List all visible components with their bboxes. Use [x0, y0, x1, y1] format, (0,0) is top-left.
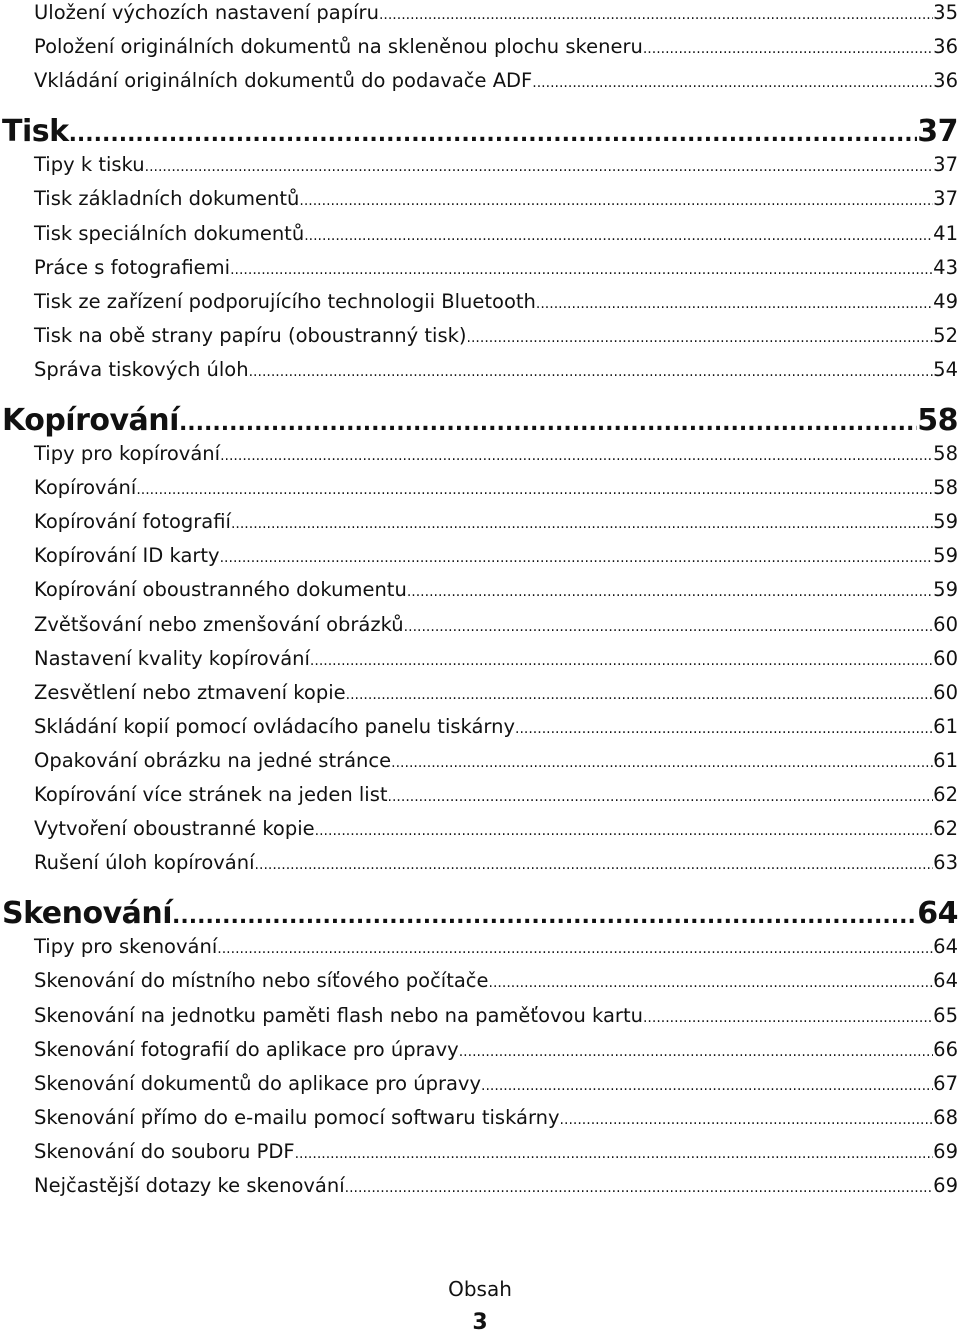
footer-page-number: 3	[472, 1310, 488, 1335]
toc-entry[interactable]	[34, 543, 958, 569]
toc-entry-title: Tisk	[2, 114, 69, 150]
toc-entry-title: Skenování do místního nebo síťového počítače	[34, 969, 489, 993]
dot-leader	[136, 477, 933, 503]
dot-leader	[299, 188, 933, 214]
toc-entry-title: Tisk na obě strany papíru (oboustranný tisk)	[34, 323, 467, 347]
toc-entry-page: 60	[933, 646, 958, 670]
toc-entry-title: Tipy pro skenování	[34, 935, 218, 959]
toc-entry-page: 36	[933, 35, 958, 59]
dot-leader	[255, 852, 934, 878]
toc-entry-title: Skenování dokumentů do aplikace pro úpravy	[34, 1071, 482, 1095]
toc-entry-title: Nastavení kvality kopírování	[34, 646, 310, 670]
toc-entry-title: Kopírování	[34, 476, 137, 500]
dot-leader	[346, 682, 934, 708]
toc-entry[interactable]	[34, 323, 958, 349]
toc-entry-page: 64	[933, 935, 958, 959]
toc-entry[interactable]	[34, 289, 958, 315]
toc-entry-title: Rušení úloh kopírování	[34, 851, 255, 875]
toc-chapter-entry[interactable]	[2, 401, 958, 441]
dot-leader	[249, 359, 934, 385]
toc-entry-page: 58	[917, 403, 958, 438]
dot-leader	[220, 545, 934, 571]
toc-entry-title: Skládání kopií pomocí ovládacího panelu tiskárny	[34, 714, 515, 738]
toc-entry[interactable]	[34, 1173, 958, 1199]
dot-leader	[391, 750, 933, 776]
toc-entry-title: Kopírování	[2, 403, 179, 438]
toc-entry[interactable]	[34, 475, 958, 501]
toc-entry-title: Správa tiskových úloh	[34, 357, 249, 381]
toc-entry[interactable]	[34, 221, 958, 247]
toc-entry[interactable]	[34, 816, 958, 842]
toc-entry[interactable]	[34, 1139, 958, 1165]
toc-entry-page: 62	[933, 817, 958, 841]
toc-entry-page: 61	[933, 714, 958, 738]
toc-entry-title: Položení originálních dokumentů na skleněnou plochu skeneru	[34, 35, 643, 59]
toc-entry-title: Zesvětlení nebo ztmavení kopie	[34, 680, 346, 704]
toc-chapter-entry[interactable]	[2, 894, 958, 934]
dot-leader	[179, 404, 917, 444]
toc-entry[interactable]	[34, 255, 958, 281]
toc-entry[interactable]	[34, 186, 958, 212]
toc-entry[interactable]	[34, 1105, 958, 1131]
toc-entry-title: Skenování na jednotku paměti flash nebo na paměťovou kartu	[34, 1003, 643, 1027]
toc-entry-title: Skenování fotografií do aplikace pro úpravy	[34, 1037, 459, 1061]
toc-entry-title: Kopírování více stránek na jeden list	[34, 783, 388, 806]
toc-entry-page: 67	[933, 1071, 958, 1095]
toc-entry-title: Kopírování fotografií	[34, 510, 231, 534]
toc-entry-page: 64	[917, 896, 958, 932]
dot-leader	[404, 614, 934, 640]
toc-entry-title: Tisk základních dokumentů	[34, 187, 300, 211]
toc-entry[interactable]	[34, 152, 958, 178]
toc-entry-title: Skenování přímo do e-mailu pomocí softwaru tiskárny	[34, 1105, 560, 1129]
toc-entry-page: 43	[933, 255, 958, 279]
toc-entry[interactable]	[34, 612, 958, 638]
toc-entry-page: 63	[933, 851, 958, 875]
toc-entry[interactable]	[34, 1037, 958, 1063]
dot-leader	[459, 1039, 933, 1065]
dot-leader	[643, 36, 933, 62]
toc-entry-title: Kopírování ID karty	[34, 544, 220, 568]
dot-leader	[172, 897, 917, 937]
toc-entry-page: 35	[933, 1, 958, 24]
dot-leader	[304, 223, 933, 249]
toc-entry-title: Uložení výchozích nastavení papíru	[34, 1, 379, 24]
toc-entry-page: 60	[933, 612, 958, 636]
toc-entry-title: Zvětšování nebo zmenšování obrázků	[34, 612, 404, 636]
toc-entry-page: 37	[917, 114, 958, 150]
toc-entry-page: 49	[933, 289, 958, 313]
toc-entry-title: Tipy pro kopírování	[34, 442, 221, 465]
toc-entry-title: Skenování	[2, 896, 173, 932]
footer-section-label: Obsah	[448, 1277, 512, 1301]
toc-entry[interactable]	[34, 748, 958, 774]
toc-chapter-entry[interactable]	[2, 112, 958, 152]
toc-entry-title: Skenování do souboru PDF	[34, 1139, 295, 1163]
toc-entry[interactable]	[34, 1071, 958, 1097]
toc-entry[interactable]	[34, 577, 958, 603]
dot-leader	[230, 257, 933, 283]
dot-leader	[220, 443, 933, 469]
dot-leader	[145, 154, 934, 180]
toc-entry-title: Opakování obrázku na jedné stránce	[34, 748, 392, 772]
toc-entry-page: 36	[933, 69, 958, 93]
toc-entry-page: 61	[933, 748, 958, 772]
dot-leader	[536, 291, 933, 317]
toc-entry-page: 60	[933, 680, 958, 704]
toc-entry-title: Kopírování oboustranného dokumentu	[34, 578, 407, 602]
toc-entry[interactable]	[34, 357, 958, 383]
dot-leader	[467, 325, 934, 351]
toc-entry[interactable]	[34, 934, 958, 960]
toc-entry[interactable]	[34, 850, 958, 876]
toc-entry[interactable]	[34, 782, 958, 808]
toc-entry-page: 59	[933, 544, 958, 568]
toc-entry-page: 37	[933, 187, 958, 211]
toc-entry[interactable]	[34, 34, 958, 60]
toc-entry-page: 37	[933, 153, 958, 177]
dot-leader	[217, 936, 933, 962]
toc-entry[interactable]	[34, 646, 958, 672]
toc-entry-title: Práce s fotografiemi	[34, 255, 231, 279]
dot-leader	[295, 1141, 934, 1167]
dot-leader	[310, 648, 933, 674]
dot-leader	[532, 70, 933, 96]
dot-leader	[407, 579, 933, 605]
dot-leader	[515, 716, 933, 742]
toc-entry-page: 69	[933, 1139, 958, 1163]
dot-leader	[231, 511, 933, 537]
dot-leader	[388, 784, 934, 810]
dot-leader	[643, 1005, 933, 1031]
toc-entry-page: 59	[933, 578, 958, 602]
toc-entry-page: 62	[933, 783, 958, 806]
dot-leader	[345, 1175, 934, 1201]
toc-entry-title: Vkládání originálních dokumentů do podavače ADF	[34, 69, 533, 93]
toc-entry-title: Vytvoření oboustranné kopie	[34, 817, 315, 841]
toc-entry-page: 65	[933, 1003, 958, 1027]
dot-leader	[489, 970, 934, 996]
toc-entry-page: 58	[933, 476, 958, 500]
toc-entry-page: 69	[933, 1174, 958, 1197]
toc-entry-page: 41	[933, 221, 958, 245]
dot-leader	[69, 115, 918, 155]
toc-entry-title: Nejčastější dotazy ke skenování	[34, 1174, 345, 1197]
toc-entry[interactable]	[34, 714, 958, 740]
dot-leader	[481, 1073, 933, 1099]
toc-entry[interactable]	[34, 68, 958, 94]
toc-entry[interactable]	[34, 441, 958, 467]
toc-entry-page: 68	[933, 1105, 958, 1129]
toc-entry-page: 58	[933, 442, 958, 465]
toc-entry-title: Tisk ze zařízení podporujícího technologii Bluetooth	[34, 289, 536, 313]
toc-entry[interactable]	[34, 509, 958, 535]
toc-entry-page: 59	[933, 510, 958, 534]
toc-entry[interactable]	[34, 680, 958, 706]
dot-leader	[560, 1107, 934, 1133]
toc-entry[interactable]	[34, 0, 958, 26]
toc-entry[interactable]	[34, 968, 958, 994]
toc-entry-title: Tipy k tisku	[34, 153, 145, 177]
toc-entry[interactable]	[34, 1003, 958, 1029]
toc-entry-page: 54	[933, 357, 958, 381]
dot-leader	[315, 818, 934, 844]
toc-entry-title: Tisk speciálních dokumentů	[34, 221, 305, 245]
toc-entry-page: 64	[933, 969, 958, 993]
dot-leader	[379, 2, 933, 28]
toc-entry-page: 52	[933, 323, 958, 347]
toc-entry-page: 66	[933, 1037, 958, 1061]
